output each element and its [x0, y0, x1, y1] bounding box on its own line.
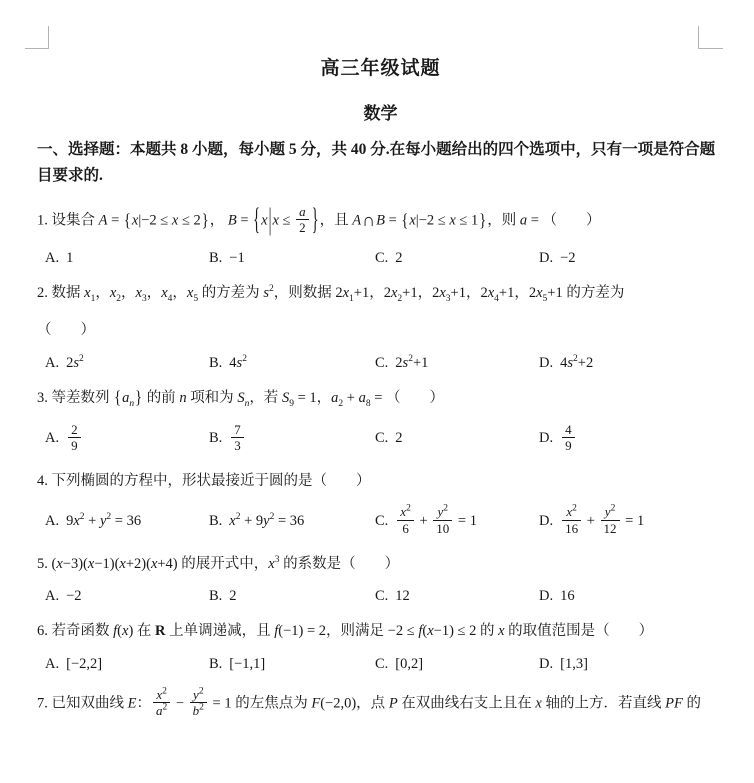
math-var: E [127, 694, 137, 711]
text-run: +2 [577, 354, 594, 371]
fraction-numerator [231, 422, 244, 439]
fraction-numerator [601, 504, 620, 521]
math-subscripted: $x_2$ [109, 284, 121, 304]
text-run: [1,3] [560, 655, 588, 672]
option-a [45, 513, 209, 530]
math-var: f [113, 623, 118, 640]
option-content [229, 588, 236, 604]
option-label: B. [209, 588, 223, 605]
text-run: 2 [71, 421, 78, 437]
option-content [560, 355, 593, 371]
fraction [190, 687, 207, 719]
question-7 [37, 688, 724, 720]
option-b [209, 588, 375, 605]
text-run: 4 [565, 421, 572, 437]
option-label: C. [375, 512, 389, 529]
fraction-denominator [433, 521, 452, 537]
text-run: = 1 的左焦点为 [208, 694, 312, 711]
math-power: $s^2$ [263, 284, 274, 301]
fraction [296, 204, 309, 236]
fraction-denominator [296, 220, 309, 236]
option-a [45, 250, 209, 267]
text-run: 12 [603, 520, 617, 536]
text-run: 4. 下列椭圆的方程中，形状最接近于圆的是（ ） [37, 472, 371, 489]
fraction [231, 422, 244, 454]
option-d [539, 423, 724, 455]
text-run: ≤ 1 [455, 212, 479, 229]
math-var: B [227, 212, 237, 229]
option-label: D. [539, 430, 554, 447]
text-run: 的 [682, 694, 701, 711]
fraction-denominator [562, 521, 581, 537]
math-subscripted: $x_5$ [186, 284, 199, 304]
math-var: f [274, 623, 279, 640]
math-subscripted: $a_n$ [122, 389, 135, 409]
option-content [560, 421, 577, 454]
math-var: A [352, 212, 362, 229]
options-row [37, 656, 724, 673]
fraction [153, 687, 170, 719]
text-run: 2 [229, 588, 237, 605]
stretchy-delimiter: } [135, 388, 143, 409]
option-content [395, 355, 428, 371]
math-subscripted: $S_9$ [281, 389, 294, 409]
math-var: x [56, 555, 63, 572]
text-run: = 36 [274, 512, 305, 529]
text-run: (−1) = 2，则满足 −2 ≤ [278, 623, 419, 640]
text-run: ，若 [249, 389, 282, 406]
fraction-numerator [68, 422, 81, 439]
option-b [209, 250, 375, 267]
text-run: +1，2 [450, 284, 488, 301]
option-d [539, 588, 724, 605]
text-run: 上单调递减，且 [165, 623, 275, 640]
math-power: $y^2$ [263, 512, 275, 529]
page-corner-mark-right [698, 26, 723, 49]
question-5 [37, 553, 724, 605]
option-a [45, 588, 209, 605]
question-1 [37, 205, 724, 267]
option-content [66, 513, 141, 529]
text-run: + [343, 389, 359, 406]
option-label: B. [209, 249, 223, 266]
option-label: C. [375, 354, 389, 371]
text-run: −1) ≤ 2 的 [433, 623, 499, 640]
text-run: ≤ [278, 212, 295, 229]
math-power: $x^2$ [229, 512, 241, 529]
option-a [45, 656, 209, 673]
fraction-denominator [601, 521, 620, 537]
option-content [229, 250, 244, 266]
fraction-denominator [397, 521, 414, 537]
option-content [560, 588, 575, 604]
text-run: ， [121, 284, 136, 301]
option-c [375, 656, 539, 673]
text-run: +1 [412, 354, 429, 371]
text-run: −2 [66, 588, 82, 605]
option-c [375, 430, 539, 447]
option-content [229, 421, 246, 454]
page-subtitle: 数学 [363, 104, 398, 123]
text-run: 6 [402, 520, 409, 536]
text-run: ，且 [319, 212, 353, 229]
text-run: ， [146, 284, 162, 301]
math-subscripted: $S_n$ [237, 389, 250, 409]
question-2 [37, 282, 724, 372]
math-var: x [87, 555, 95, 572]
option-label: C. [375, 655, 389, 672]
option-label: B. [209, 430, 223, 447]
option-content [66, 588, 81, 604]
option-content [395, 656, 423, 672]
text-run: −2 [560, 249, 576, 266]
fraction-denominator [562, 438, 575, 454]
text-run: |−2 ≤ [415, 212, 450, 229]
math-var: x [150, 555, 158, 572]
math-power: $x^3$ [268, 554, 280, 572]
math-power: $y^2$ [604, 504, 616, 520]
option-a [45, 423, 209, 455]
text-run: ( [422, 623, 428, 640]
option-content [66, 656, 102, 672]
text-run: 7 [234, 421, 241, 437]
options-row [37, 250, 724, 267]
text-run: |−2 ≤ [138, 212, 172, 229]
text-run: 16 [560, 588, 575, 605]
text-run: 2 [395, 354, 403, 371]
question-4 [37, 470, 724, 538]
text-run: ， [209, 212, 228, 229]
math-var: PF [665, 694, 683, 711]
fraction-numerator [562, 422, 575, 439]
option-content [395, 430, 402, 446]
math-subscripted: $a_8$ [358, 389, 371, 409]
option-c [375, 355, 539, 372]
option-label: A. [45, 354, 60, 371]
text-run: = 1， [293, 389, 332, 406]
fraction-numerator [153, 687, 170, 704]
text-run: +1，2 [498, 284, 537, 301]
text-run: + [583, 512, 599, 529]
math-var: x [449, 212, 456, 229]
fraction [68, 422, 81, 454]
text-run: (−2,0)，点 [320, 694, 389, 711]
text-run: 1. 设集合 [37, 212, 99, 229]
option-label: A. [45, 655, 60, 672]
fraction-denominator [231, 438, 244, 454]
option-label: D. [539, 512, 554, 529]
option-label: A. [45, 430, 60, 447]
math-subscripted: $x_4$ [487, 284, 499, 304]
fraction-denominator [153, 703, 170, 719]
option-content [66, 250, 73, 266]
math-var: A [98, 212, 108, 229]
option-a [45, 355, 209, 372]
math-var: x [171, 212, 179, 229]
option-label: D. [539, 249, 554, 266]
option-label: B. [209, 512, 223, 529]
math-power: $x^2$ [400, 504, 411, 520]
option-label: D. [539, 354, 554, 371]
text-run: 9 [66, 512, 74, 529]
text-run: ，则 [487, 212, 520, 229]
options-row [37, 505, 724, 537]
text-run: 项和为 [186, 389, 238, 406]
math-subscripted: $x_3$ [439, 284, 451, 304]
text-run: −1 [229, 249, 245, 266]
math-subscripted: $x_1$ [84, 284, 96, 304]
text-run: = （ ） [370, 389, 444, 406]
text-run: （ ） [37, 322, 95, 339]
option-content [229, 513, 304, 529]
text-run: 9 [565, 438, 572, 454]
text-run: +2)( [125, 555, 151, 572]
option-c [375, 250, 539, 267]
text-run: 2 [395, 430, 403, 447]
math-var: x [535, 694, 542, 711]
text-run: +1，2 [353, 284, 391, 301]
text-run: 的系数是（ ） [279, 555, 400, 572]
text-run: +1 的方差为 [547, 284, 625, 301]
math-subscripted: $x_4$ [161, 284, 173, 304]
option-label: C. [375, 588, 389, 605]
option-label: B. [209, 655, 223, 672]
text-run: 10 [436, 520, 450, 536]
text-run: 3 [234, 438, 241, 454]
text-run: = [107, 212, 123, 229]
math-power: $y^2$ [193, 686, 204, 702]
math-var: x [427, 623, 434, 640]
question-stem [37, 319, 724, 341]
option-content [66, 355, 84, 371]
text-run: 轴的上方．若直线 [541, 694, 666, 711]
option-b [209, 423, 375, 455]
fraction-numerator [433, 504, 452, 521]
option-content [560, 504, 645, 536]
math-subscripted: $x_1$ [342, 284, 354, 304]
math-power: $s^2$ [236, 353, 247, 371]
math-var: P [388, 694, 398, 711]
question-list [37, 205, 724, 720]
math-subscripted: $x_5$ [536, 284, 548, 304]
math-var: f [418, 623, 423, 640]
fraction-numerator [190, 687, 207, 704]
option-content [66, 421, 83, 454]
text-run: 的取值范围是（ ） [504, 623, 654, 640]
text-run: ： [136, 694, 151, 711]
text-run: 16 [565, 520, 579, 536]
text-run: = 1 [454, 512, 477, 529]
text-run: = 1 [621, 512, 645, 529]
option-content [560, 250, 575, 266]
math-power: $a^2$ [155, 702, 168, 719]
text-run: = （ ） [527, 212, 601, 229]
text-run: 在双曲线右支上且在 [397, 694, 536, 711]
option-b [209, 513, 375, 530]
option-label: C. [375, 249, 389, 266]
stretchy-delimiter: } [311, 203, 319, 238]
math-power: $x^2$ [566, 504, 577, 520]
options-row [37, 423, 724, 455]
fraction [397, 504, 414, 536]
question-3 [37, 387, 724, 455]
text-run: ，则数据 2 [273, 284, 343, 301]
math-var: x [119, 555, 126, 572]
option-c [375, 588, 539, 605]
math-power: $b^2$ [192, 702, 204, 719]
question-stem [37, 205, 724, 237]
option-content [229, 355, 247, 371]
option-label: A. [45, 512, 60, 529]
math-power: $x^2$ [156, 686, 167, 702]
text-run: ( [117, 623, 122, 640]
fraction [601, 504, 620, 536]
option-label: A. [45, 249, 60, 266]
math-var: x [498, 623, 505, 640]
math-power: $y^2$ [99, 512, 112, 529]
fraction-numerator [296, 204, 309, 221]
fraction [562, 504, 581, 536]
options-row [37, 588, 724, 605]
question-stem [37, 553, 724, 575]
math-var: x [409, 212, 416, 229]
math-power: $x^2$ [73, 512, 85, 529]
text-run: ， [172, 284, 187, 301]
question-stem [37, 387, 724, 410]
math-power: $s^2$ [73, 353, 84, 371]
intersection-operator: ∩ [362, 210, 376, 231]
text-run: 2. 数据 [37, 284, 85, 301]
option-label: B. [209, 354, 223, 371]
option-content [229, 656, 265, 672]
page-title: 高三年级试题 [320, 58, 441, 79]
option-d [539, 656, 724, 673]
option-label: C. [375, 430, 389, 447]
stretchy-delimiter: { [114, 388, 122, 409]
text-run: −3)( [62, 555, 88, 572]
math-subscripted: $x_2$ [390, 284, 403, 304]
text-run: − [172, 694, 188, 711]
text-run: 4 [229, 354, 237, 371]
text-run: 1 [66, 249, 74, 266]
text-run: +1，2 [402, 284, 440, 301]
question-stem [37, 470, 724, 492]
option-c [375, 505, 539, 537]
question-stem [37, 688, 724, 720]
text-run: +4) 的展开式中， [157, 555, 269, 572]
option-label: A. [45, 588, 60, 605]
math-var: a [299, 203, 306, 219]
text-run: [0,2] [395, 655, 424, 672]
text-run: 4 [560, 354, 568, 371]
text-run: = [384, 212, 401, 229]
math-subscripted: $a_2$ [331, 389, 344, 409]
math-power: $s^2$ [402, 353, 413, 371]
text-run: 2 [299, 220, 306, 236]
option-d [539, 505, 724, 537]
option-label: D. [539, 655, 554, 672]
text-run: 2 [66, 354, 74, 371]
math-subscripted: $x_3$ [135, 284, 147, 304]
math-var: x [272, 212, 279, 229]
text-run: ) 在 [128, 623, 156, 640]
stretchy-delimiter: { [401, 210, 409, 231]
question-stem [37, 620, 724, 642]
text-run: 的前 [143, 389, 180, 406]
math-var: x [261, 212, 268, 229]
text-run: 12 [395, 588, 410, 605]
section-intro: 一、选择题：本题共 8 小题，每小题 5 分，共 40 分.在每小题给出的四个选项中，只有一项是符合题目要求的. [37, 141, 716, 185]
option-content [560, 656, 588, 672]
fraction [562, 422, 575, 454]
text-run: 3. 等差数列 [37, 389, 114, 406]
math-bold: R [155, 623, 166, 640]
text-run: −1)( [94, 555, 120, 572]
math-var: a [519, 212, 528, 229]
question-stem [37, 282, 724, 304]
math-power: $y^2$ [437, 504, 449, 520]
stretchy-delimiter: } [201, 210, 209, 231]
option-d [539, 250, 724, 267]
fraction-numerator [397, 504, 414, 521]
text-run: 6. 若奇函数 [37, 623, 114, 640]
option-label: D. [539, 588, 554, 605]
page-corner-mark-left [25, 26, 49, 49]
fraction-denominator [68, 438, 81, 454]
option-b [209, 355, 375, 372]
stretchy-delimiter: { [253, 203, 261, 238]
text-run: [−2,2] [66, 655, 103, 672]
fraction [433, 504, 452, 536]
fraction-numerator [562, 504, 581, 521]
text-run: = 36 [111, 512, 142, 529]
text-run: ， [95, 284, 110, 301]
text-run: + [84, 512, 100, 529]
option-content [395, 588, 410, 604]
math-var: n [179, 389, 187, 406]
text-run: 7. 已知双曲线 [37, 694, 128, 711]
math-var: x [122, 623, 129, 640]
math-var: F [311, 694, 321, 711]
text-run: + [415, 512, 432, 529]
text-run: + 9 [240, 512, 264, 529]
stretchy-delimiter: { [123, 210, 131, 231]
text-run: = [236, 212, 253, 229]
option-d [539, 355, 724, 372]
math-power: $s^2$ [567, 353, 578, 371]
stretchy-delimiter: | [268, 203, 272, 238]
option-content [395, 504, 477, 536]
math-var: B [376, 212, 385, 229]
option-b [209, 656, 375, 673]
text-run: 的方差为 [198, 284, 264, 301]
text-run: 5. ( [37, 555, 57, 572]
question-6 [37, 620, 724, 672]
text-run: ≤ 2 [178, 212, 201, 229]
stretchy-delimiter: } [479, 210, 487, 231]
text-run: [−1,1] [229, 655, 266, 672]
option-content [395, 250, 402, 266]
math-var: x [131, 212, 139, 229]
text-run: 9 [71, 438, 78, 454]
text-run: 2 [395, 249, 403, 266]
fraction-denominator [190, 703, 207, 719]
options-row [37, 355, 724, 372]
